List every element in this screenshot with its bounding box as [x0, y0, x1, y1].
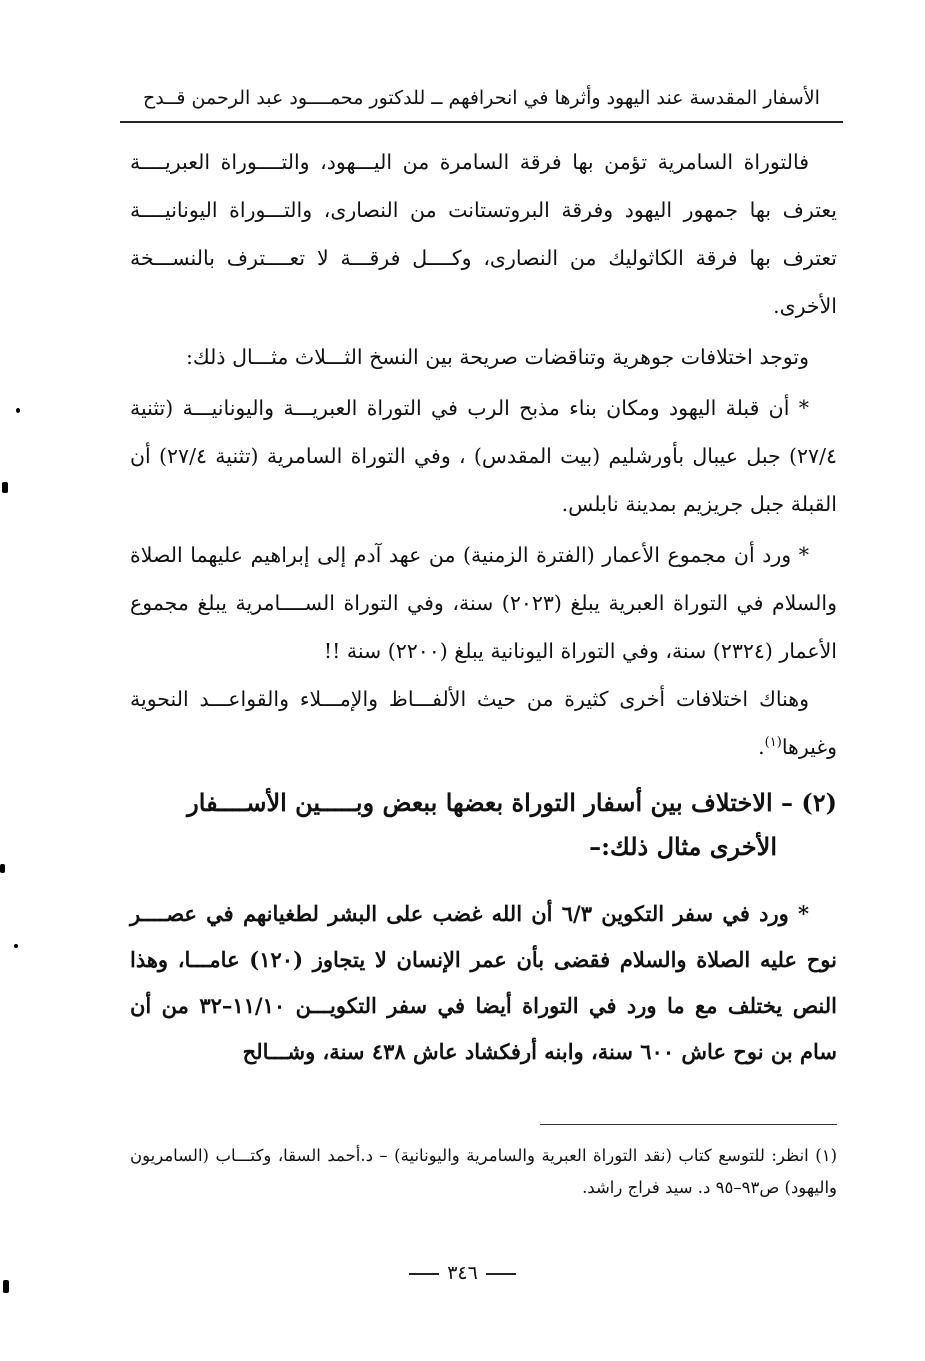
- footnote-1: (١) انظر: للتوسع كتاب (نقد التوراة العبرية والسامرية واليونانية) – د.أحمد السقا، وكتـــاب (السامريون واليهود) ص٩٣–٩٥ د. سيد فراج راشد.: [130, 1146, 837, 1197]
- paragraph-5-text: وهناك اختلافات أخرى كثيرة من حيث الألفـــاظ والإمـــلاء والقواعـــد النحوية وغيرها: [130, 687, 837, 759]
- paragraph-1: فالتوراة السامرية تؤمن بها فرقة السامرة من اليـــهود، والتــــوراة العبريــــة يعترف بها جمهور اليهود وفرقة البروتستانت من النصارى، والتـــوراة اليونانيــــة تعترف بها فرقة الكاثوليك من النصارى، وكــــل فرقـــة لا تعــــترف بالنســـخة الأخرى.: [130, 150, 837, 318]
- footnote-reference: (١): [764, 735, 782, 751]
- section-heading-line-1: (٢) – الاختلاف بين أسفار التوراة بعضها ببعض وبـــــين الأســــفار: [187, 788, 837, 817]
- header-rule: [120, 121, 843, 123]
- running-header: الأسفار المقدسة عند اليهود وأثرها في انحرافهم ــ للدكتور محمــــود عبد الرحمن قــدح: [143, 87, 820, 109]
- scan-mark: [14, 944, 18, 948]
- paragraph-3: * أن قبلة اليهود ومكان بناء مذبح الرب في التوراة العبريـــة واليونانيـــة (تثنية ٢٧/٤) جبل عيبال بأورشليم (بيت المقدس) ، وفي التوراة السامرية (تثنية ٢٧/٤) أن القبلة جبل جريزيم بمدينة نابلس.: [130, 396, 837, 516]
- page-number-value: ٣٤٦: [447, 1262, 478, 1284]
- section-heading: [130, 781, 837, 869]
- footnote-rule: [540, 1124, 837, 1125]
- scan-mark: [0, 864, 5, 873]
- scan-mark: [2, 482, 8, 493]
- paragraph-4: * ورد أن مجموع الأعمار (الفترة الزمنية) من عهد آدم إلى إبراهيم عليهما الصلاة والسلام في التوراة العبرية يبلغ (٢٠٢٣) سنة، وفي التوراة الســــامرية يبلغ مجموع الأعمار (٢٣٢٤) سنة، وفي التوراة اليونانية يبلغ (٢٢٠٠) سنة !!: [130, 543, 837, 663]
- paragraph-5-end: .: [758, 735, 765, 759]
- page-number-dash-right: [409, 1273, 439, 1275]
- footnotes: [130, 1140, 837, 1204]
- page-number-dash-left: [486, 1273, 516, 1275]
- page-number: [0, 1262, 925, 1284]
- paragraph-5: [130, 675, 837, 771]
- section-heading-line-2: الأخرى مثال ذلك:–: [589, 832, 777, 861]
- main-text: [130, 138, 837, 1075]
- paragraph-6: * ورد في سفر التكوين ٦/٣ أن الله غضب على البشر لطغيانهم في عصــــر نوح عليه الصلاة والسلام فقضى بأن عمر الإنسان لا يتجاوز (١٢٠) عامـــا، وهذا النص يختلف مع ما ورد في التوراة أيضا في سفر التكويـــن ١١/١٠–٣٢ من أن سام بن نوح عاش ٦٠٠ سنة، وابنه أرفكشاد عاش ٤٣٨ سنة، وشـــالح: [130, 901, 837, 1064]
- paragraph-2: وتوجد اختلافات جوهرية وتناقضات صريحة بين النسخ الثـــلاث مثـــال ذلك:: [186, 345, 809, 369]
- scan-mark: [16, 408, 20, 413]
- scan-mark: [3, 1280, 9, 1293]
